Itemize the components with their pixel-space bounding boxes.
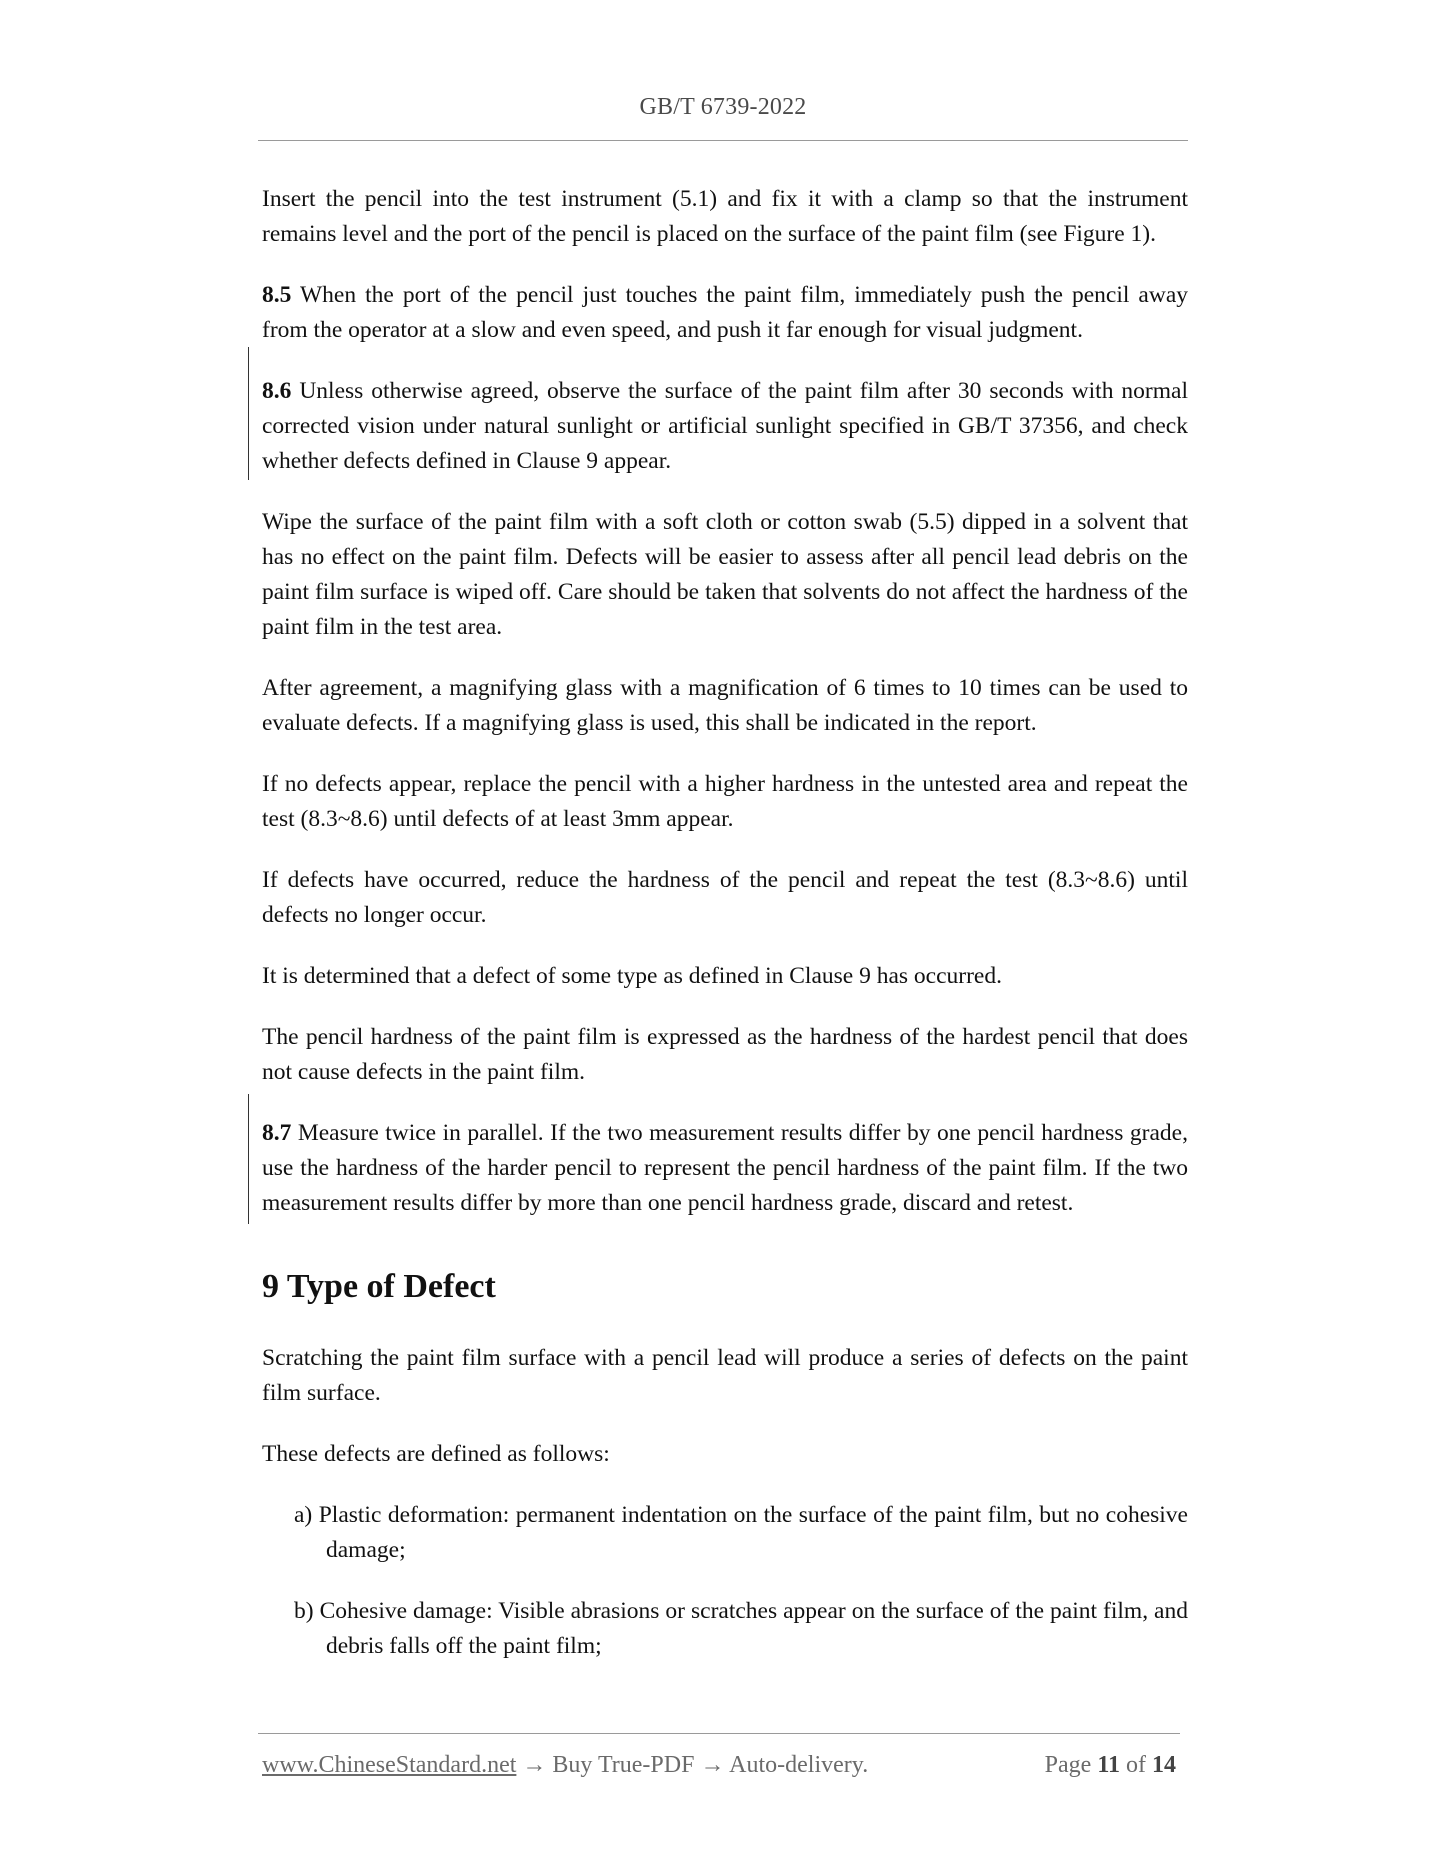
- list-item-b: b) Cohesive damage: Visible abrasions or scratches appear on the surface of the paint film, and debris falls off the paint film;: [294, 1598, 1188, 1659]
- header-divider: [258, 140, 1188, 141]
- paragraph-8-6: [262, 374, 1188, 479]
- clause-text-8-6: Unless otherwise agreed, observe the surface of the paint film after 30 seconds with normal corrected vision under natural sunlight or artificial sunlight specified in GB/T 37356, and check whether defects defined in Clause 9 appear.: [262, 378, 1188, 474]
- clause-number-8-7: 8.7: [262, 1120, 292, 1146]
- website-link[interactable]: www.ChineseStandard.net: [262, 1752, 517, 1778]
- page-number: [1045, 1752, 1176, 1779]
- clause-number-8-6: 8.6: [262, 378, 292, 404]
- paragraph-magnifying-glass: After agreement, a magnifying glass with a magnification of 6 times to 10 times can be used to evaluate defects. If a magnifying glass is used, this shall be indicated in the report.: [262, 675, 1188, 736]
- paragraph-wipe-surface: Wipe the surface of the paint film with a soft cloth or cotton swab (5.5) dipped in a solvent that has no effect on the paint film. Defects will be easier to assess after all pencil lead debris on the paint film surface is wiped off. Care should be taken that solvents do not affect the hardness of the paint film in the test area.: [262, 509, 1188, 640]
- list-item-a: a) Plastic deformation: permanent indentation on the surface of the paint film, but no cohesive damage;: [294, 1502, 1188, 1563]
- paragraph-defects-occurred: If defects have occurred, reduce the hardness of the pencil and repeat the test (8.3~8.6) until defects no longer occur.: [262, 867, 1188, 928]
- clause-number-8-5: 8.5: [262, 282, 292, 308]
- footer-divider: [258, 1733, 1180, 1734]
- buy-true-pdf-text: Buy True-PDF: [552, 1752, 695, 1778]
- arrow-right-icon: →: [694, 1752, 730, 1778]
- footer-promo: [262, 1752, 868, 1779]
- paragraph-8-5: [262, 278, 1188, 348]
- change-bar-8-7: [248, 1094, 249, 1224]
- paragraph-insert-pencil: Insert the pencil into the test instrument (5.1) and fix it with a clamp so that the instrument remains level and the port of the pencil is placed on the surface of the paint film (see Figure 1).: [262, 186, 1188, 247]
- auto-delivery-text: Auto-delivery.: [729, 1752, 869, 1778]
- page-total: 14: [1152, 1752, 1176, 1778]
- paragraph-determined: It is determined that a defect of some type as defined in Clause 9 has occurred.: [262, 963, 1002, 989]
- page-header: GB/T 6739-2022: [639, 94, 807, 120]
- page-word: Page: [1044, 1752, 1098, 1778]
- section-9-heading: 9 Type of Defect: [262, 1268, 496, 1305]
- clause-text-8-7: Measure twice in parallel. If the two measurement results differ by one pencil hardness grade, use the hardness of the harder pencil to represent the pencil hardness of the paint film. If the two measurement results differ by more than one pencil hardness grade, discard and retest.: [262, 1120, 1188, 1216]
- page-content: [262, 182, 1188, 1690]
- section-9-intro: Scratching the paint film surface with a pencil lead will produce a series of defects on the paint film surface.: [262, 1345, 1188, 1406]
- clause-text-8-5: When the port of the pencil just touches the paint film, immediately push the pencil away from the operator at a slow and even speed, and push it far enough for visual judgment.: [262, 282, 1188, 343]
- of-word: of: [1120, 1752, 1152, 1778]
- paragraph-pencil-hardness: The pencil hardness of the paint film is expressed as the hardness of the hardest pencil that does not cause defects in the paint film.: [262, 1024, 1188, 1085]
- arrow-right-icon: →: [516, 1752, 553, 1778]
- paragraph-no-defects: If no defects appear, replace the pencil with a higher hardness in the untested area and repeat the test (8.3~8.6) until defects of at least 3mm appear.: [262, 771, 1188, 832]
- section-9-defined: These defects are defined as follows:: [262, 1441, 610, 1467]
- page-current: 11: [1097, 1752, 1120, 1778]
- change-bar-8-6: [248, 347, 249, 480]
- paragraph-8-7: [262, 1116, 1188, 1221]
